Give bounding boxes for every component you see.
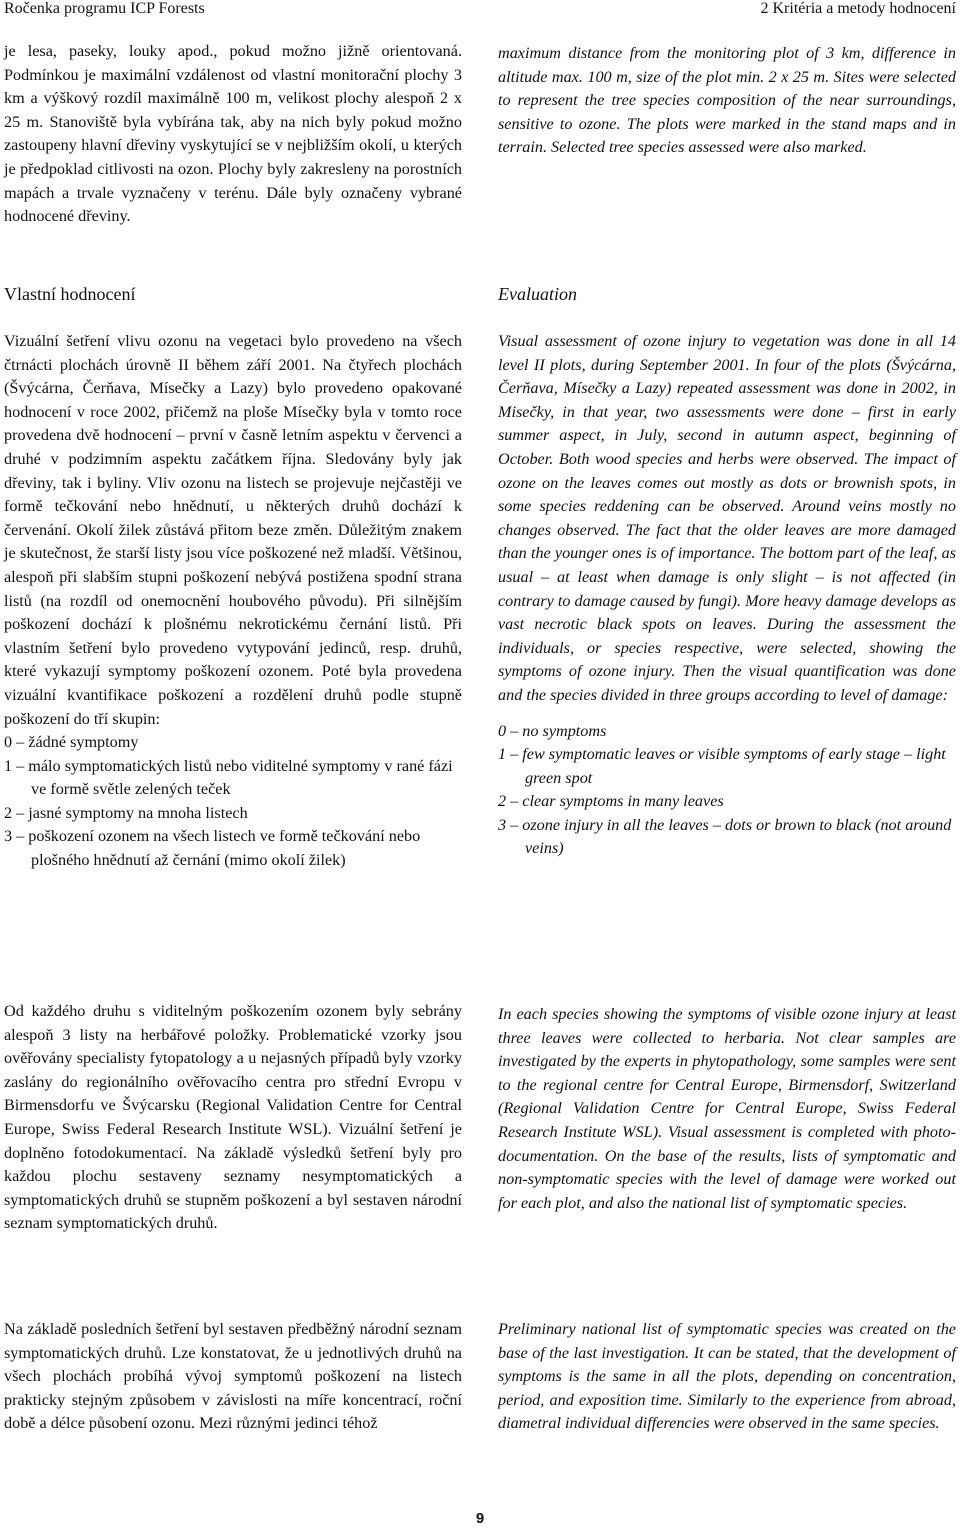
- english-herbaria-paragraph: [498, 1003, 956, 1215]
- header-title-left: Ročenka programu ICP Forests: [4, 0, 205, 17]
- czech-assessment-block: [4, 330, 462, 873]
- czech-paragraph-2: Vizuální šetření vlivu ozonu na vegetaci bylo provedeno na všech čtrnácti plochách úrovně II během září 2001. Na čtyřech plochách (Švýcárna, Čerňava, Mísečky a Lazy) bylo provedeno opakované hodnocení v roce 2002, přičemž na ploše Mísečky byla v tomto roce provedena dvě hodnocení – první v časně letním aspektu v červenci a druhé v podzimním aspektu začátkem října. Sledovány byly jak dřeviny, tak i byliny. Vliv ozonu na listech se projevuje nejčastěji ve formě tečkování nebo hnědnutí, u některých druhů dochází k červenání. Okolí žilek zůstává přitom beze změn. Důležitým znakem je skutečnost, že starší listy jsou více poškozené než mladší. Většinou, alespoň při slabším stupni poškození nebývá postižena spodní strana listů (na rozdíl od onemocnění houbového původu). Při silnějším poškození dochází k plošnému nekrotickému černání listů. Při vlastním šetření bylo provedeno vytypování jedinců, resp. druhů, které vykazují symptomy poškození ozonem. Poté byla provedena vizuální kvantifikace poškození a rozdělení druhů podle stupně poškození do tří skupin:: [4, 332, 462, 728]
- english-paragraph-2: Visual assessment of ozone injury to vegetation was done in all 14 level II plots, during September 2001. In four of the plots (Švýcárna, Čerňava, Mísečky a Lazy) repeated assessment was done in 2002, in Misečky, in that year, two assessments were done – first in early summer aspect, in July, second in autumn aspect, beginning of October. Both wood species and herbs were observed. The impact of ozone on the leaves comes out mostly as dots or brownish spots, in some species reddening can be observed. Around veins mostly no changes observed. The fact that the older leaves are more damaged than the younger ones is of importance. The bottom part of the leaf, as usual – at least when damage is only slight – is not affected (in contrary to damage caused by fungi). More heavy damage develops as vast necrotic black spots on leaves. During the assessment the individuals, or species respective, were selected, showing the symptoms of ozone injury. Then the visual quantification was done and the species divided in three groups according to level of damage:: [498, 332, 956, 704]
- english-section-heading: Evaluation: [498, 284, 577, 304]
- czech-section-heading: Vlastní hodnocení: [4, 284, 136, 304]
- header-title-right: 2 Kritéria a metody hodnocení: [760, 0, 956, 17]
- english-damage-level-1: 1 – few symptomatic leaves or visible symptoms of early stage – light green spot: [498, 745, 946, 787]
- english-paragraph-1: maximum distance from the monitoring plot of 3 km, difference in altitude max. 100 m, size of the plot min. 2 x 25 m. Sites were selected to represent the tree species composition of the near surroundings, sensitive to ozone. The plots were marked in the stand maps and in terrain. Selected tree species assessed were also marked.: [498, 44, 956, 157]
- english-paragraph-3: In each species showing the symptoms of visible ozone injury at least three leaves were collected to herbaria. Not clear samples are investigated by the experts in phytopathology, some samples were sent to the regional centre for Central Europe, Birmensdorf, Switzerland (Regional Validation Centre for Central Europe, Swiss Federal Research Institute WSL). Visual assessment is completed with photo-documentation. On the base of the results, lists of symptomatic and non-symptomatic species with the level of damage were worked out for each plot, and also the national list of symptomatic species.: [498, 1005, 956, 1212]
- czech-herbaria-paragraph: [4, 1000, 462, 1236]
- czech-damage-level-2: 2 – jasné symptomy na mnoha listech: [4, 803, 248, 822]
- list-spacer: [498, 708, 956, 720]
- czech-paragraph-4: Na základě posledních šetření byl sestaven předběžný národní seznam symptomatických druhů. Lze konstatovat, že u jednotlivých druhů na všech plochách probíhá vývoj symptomů poškození na listech prakticky stejným způsobem v závislosti na míře koncentrací, roční době a délce působení ozonu. Mezi různými jedinci téhož: [4, 1320, 462, 1433]
- english-damage-level-0: 0 – no symptoms: [498, 721, 607, 740]
- english-paragraph-4: Preliminary national list of symptomatic species was created on the base of the last investigation. It can be stated, that the development of symptoms is the same in all the plots, depending on concentration, period, and exposition time. Similarly to the experience from abroad, diametral individual differencies were observed in the same species.: [498, 1320, 956, 1433]
- czech-paragraph-1: je lesa, paseky, louky apod., pokud možno jižně orientovaná. Podmínkou je maximální vzdálenost od vlastní monitorační plochy 3 km a výškový rozdíl maximálně 100 m, velikost plochy alespoň 2 x 25 m. Stanoviště byla vybírána tak, aby na nich byly pokud možno zastoupeny hlavní dřeviny vyskytující se v nejbližším okolí, u kterých je předpoklad citlivosti na ozon. Plochy byly zakresleny na porostních mapách a trvale vyznačeny v terénu. Dále byly označeny vybrané hodnocené dřeviny.: [4, 42, 462, 226]
- english-damage-level-3: 3 – ozone injury in all the leaves – dots or brown to black (not around veins): [498, 815, 952, 858]
- czech-damage-level-0: 0 – žádné symptomy: [4, 733, 139, 752]
- english-damage-level-2: 2 – clear symptoms in many leaves: [498, 792, 724, 811]
- czech-paragraph-3: Od každého druhu s viditelným poškozením ozonem byly sebrány alespoň 3 listy na herbářové položky. Problematické vzorky jsou ověřovány specialisty fytopatology a u nejasných případů byly vzorky zaslány do regionálního ověřovacího centra pro střední Evropu v Birmensdorfu ve Švýcarsku (Regional Validation Centre for Central Europe, Swiss Federal Research Institute WSL). Vizuální šetření je doplněno fotodokumentací. Na základě výsledků šetření byly pro každou plochu sestaveny seznamy nesymptomatických a symptomatických druhů se stupněm poškození a byl sestaven národní seznam symptomatických druhů.: [4, 1002, 462, 1233]
- czech-damage-level-1: 1 – málo symptomatických listů nebo viditelné symptomy v rané fázi ve formě světle zelených teček: [4, 756, 453, 799]
- czech-intro-paragraph: [4, 40, 462, 229]
- english-intro-paragraph: [498, 42, 956, 160]
- english-assessment-block: [498, 330, 956, 861]
- czech-conclusion-paragraph: [4, 1318, 462, 1436]
- running-header: [4, 0, 956, 22]
- czech-damage-level-3: 3 – poškození ozonem na všech listech ve formě tečkování nebo plošného hnědnutí až černání (mimo okolí žilek): [4, 827, 421, 870]
- english-conclusion-paragraph: [498, 1318, 956, 1436]
- page-number: 9: [475, 1510, 485, 1527]
